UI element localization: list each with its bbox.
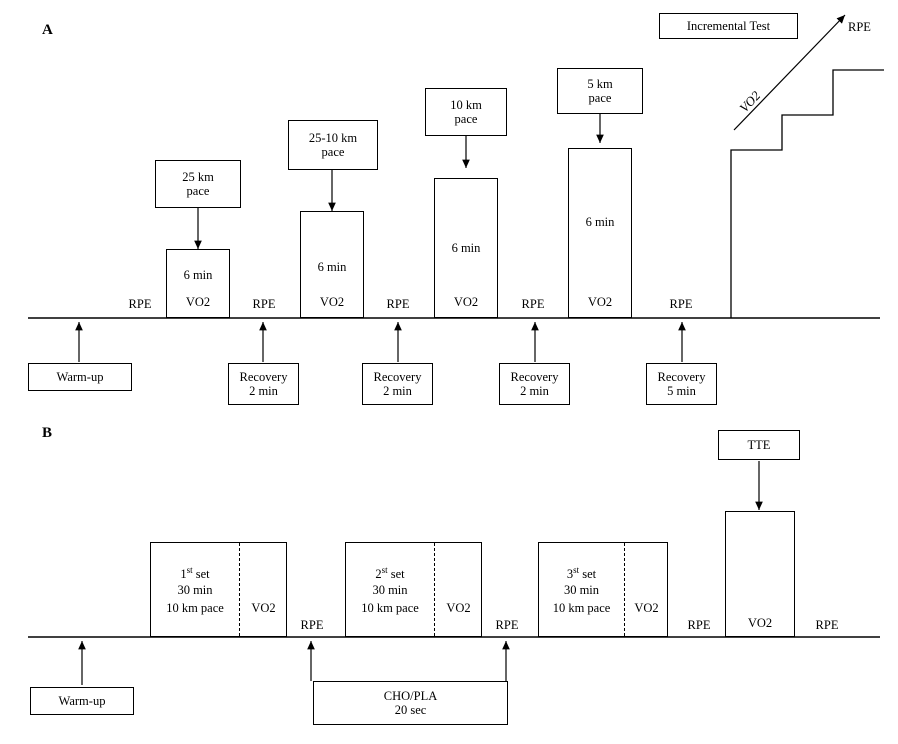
set-block-2 (345, 542, 482, 637)
rpe-label-b-4: RPE (815, 618, 839, 632)
supplement-box (313, 681, 508, 725)
stage-1-vo2: VO2 (185, 295, 211, 309)
stage-4-duration: 6 min (585, 215, 615, 229)
callout-4-line2: pace (588, 91, 612, 105)
set-3-title (539, 565, 624, 582)
stage-2-vo2: VO2 (319, 295, 345, 309)
set-2-word: set (387, 567, 405, 582)
panel-a-label: A (42, 22, 53, 38)
recovery-2-line2: 2 min (383, 384, 412, 398)
callout-1-line2: pace (186, 184, 210, 198)
set-2-sup: st (381, 565, 388, 575)
stage-3-duration: 6 min (451, 241, 481, 255)
incremental-test-box: Incremental Test (659, 13, 798, 39)
set-2-duration: 30 min (372, 583, 408, 597)
tte-bar (725, 511, 795, 637)
callout-3-line1: 10 km (450, 97, 482, 112)
recovery-3-line1: Recovery (510, 369, 559, 384)
rpe-label-b-1: RPE (300, 618, 324, 632)
set-3-sup: st (573, 565, 580, 575)
recovery-1-line2: 2 min (249, 384, 278, 398)
tte-box: TTE (718, 430, 800, 460)
set-2-vo2: VO2 (446, 601, 471, 615)
set-1-pace: 10 km pace (166, 601, 224, 615)
warmup-box-b: Warm-up (30, 687, 134, 715)
set-1-duration: 30 min (177, 583, 213, 597)
stage-4-vo2: VO2 (587, 295, 613, 309)
set-1-sup: st (186, 565, 193, 575)
set-block-1 (150, 542, 287, 637)
callout-3-line2: pace (454, 112, 478, 126)
set-1-vo2: VO2 (251, 601, 276, 615)
callout-1-line1: 25 km (182, 169, 214, 184)
callout-2-line2: pace (321, 145, 345, 159)
rpe-label-2: RPE (252, 297, 276, 311)
rpe-label-b-2: RPE (495, 618, 519, 632)
rpe-label-3: RPE (386, 297, 410, 311)
set-3-duration: 30 min (563, 583, 600, 597)
tte-vo2: VO2 (747, 616, 773, 630)
recovery-4-line1: Recovery (657, 369, 706, 384)
recovery-4-line2: 5 min (667, 384, 696, 398)
rpe-label-1: RPE (128, 297, 152, 311)
callout-2-line1: 25-10 km (308, 130, 358, 145)
set-3-vo2: VO2 (634, 601, 659, 615)
supplement-line2: 20 sec (394, 703, 427, 717)
set-1-word: set (192, 567, 210, 582)
recovery-3-line2: 2 min (520, 384, 549, 398)
set-2-num: 2 (375, 567, 382, 582)
set-3-word: set (579, 567, 597, 582)
set-1-num: 1 (180, 567, 187, 582)
stage-3-vo2: VO2 (453, 295, 479, 309)
warmup-box-a: Warm-up (28, 363, 132, 391)
rpe-axis-end-label: RPE (848, 20, 871, 34)
set-1-title (151, 565, 239, 582)
recovery-2-line1: Recovery (373, 369, 422, 384)
callout-4-line1: 5 km (587, 76, 613, 91)
vo2-ramp-label: VO2 (736, 87, 764, 116)
rpe-label-b-3: RPE (687, 618, 711, 632)
set-2-pace: 10 km pace (361, 601, 419, 615)
rpe-label-4: RPE (521, 297, 545, 311)
supplement-line1: CHO/PLA (383, 688, 438, 703)
set-3-num: 3 (566, 567, 574, 582)
set-3-pace: 10 km pace (552, 601, 611, 615)
rpe-label-5: RPE (669, 297, 693, 311)
recovery-1-line1: Recovery (239, 369, 288, 384)
set-block-3 (538, 542, 668, 637)
stage-1-duration: 6 min (183, 268, 213, 282)
set-2-title (346, 565, 434, 582)
stage-2-duration: 6 min (317, 260, 347, 274)
panel-b-label: B (42, 425, 53, 441)
